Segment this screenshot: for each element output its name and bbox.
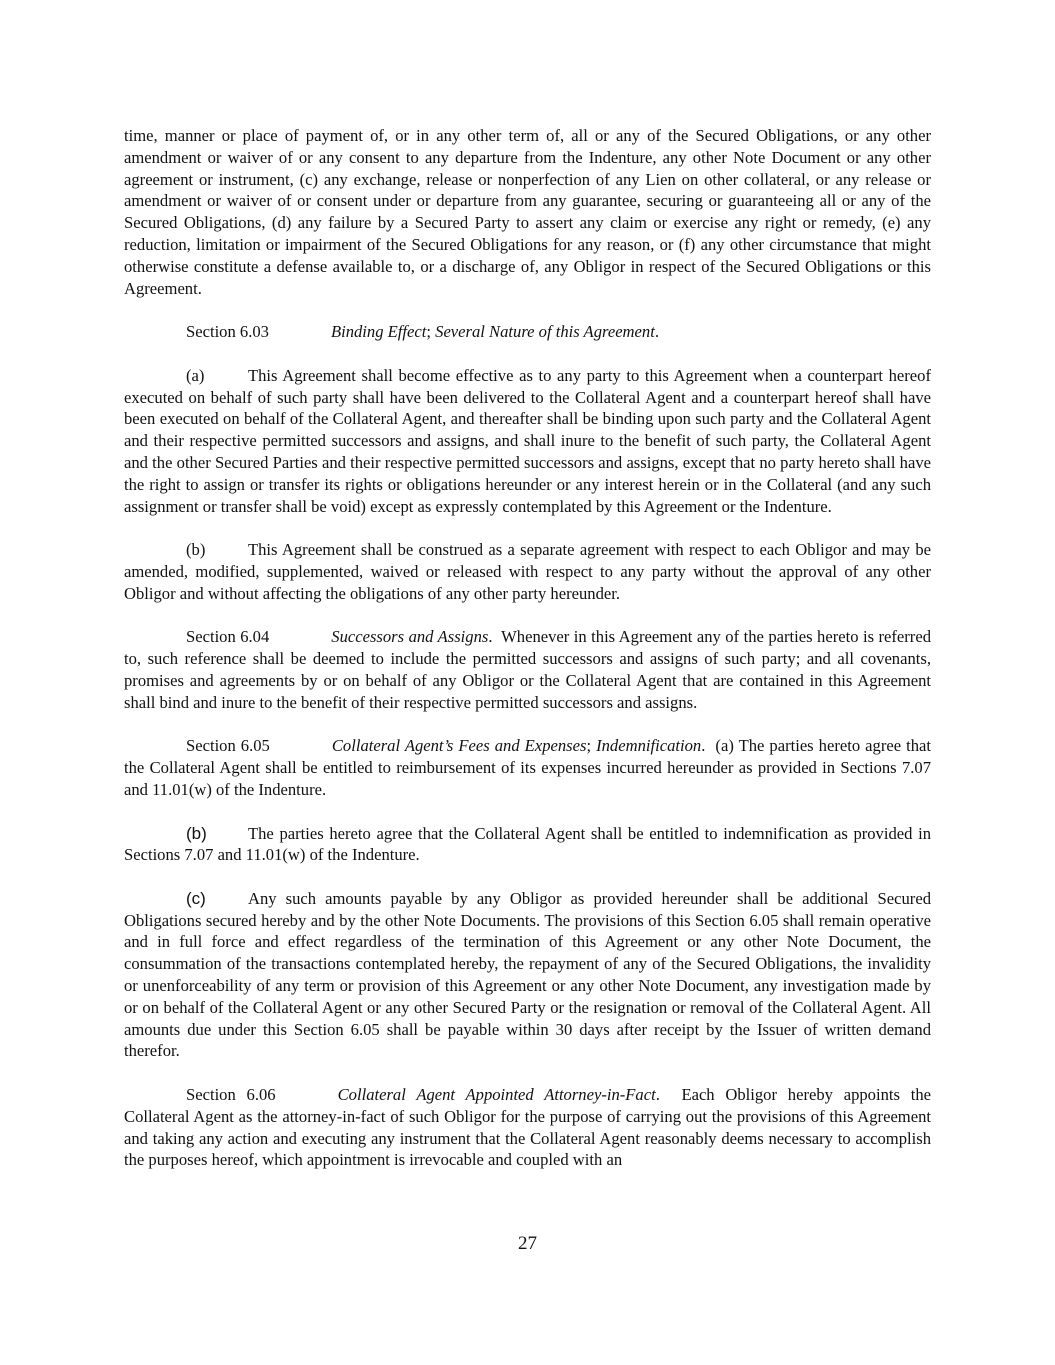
section-number: Section 6.04 (186, 627, 270, 647)
section-title: Binding Effect (330, 322, 427, 342)
section-title: Successors and Assigns (331, 627, 489, 647)
section-title: Collateral Agent Appointed Attorney-in-Fact (337, 1085, 656, 1105)
section-6-03-a (124, 365, 931, 518)
clause-label: (a) (186, 365, 205, 385)
section-number: Section 6.06 (186, 1085, 276, 1105)
section-6-05-c (124, 888, 931, 1062)
section-6-05-b (124, 823, 931, 867)
section-number: Section 6.05 (186, 736, 270, 756)
section-text: (a) The parties hereto agree that the Collateral Agent shall be entitled to reimbursement of its expenses incurred hereunder as provided in Sections 7.07 and 11.01(w) of the Indenture. (124, 736, 932, 799)
page-number: 27 (518, 1233, 537, 1254)
section-number: Section 6.03 (186, 322, 269, 342)
section-6-03-heading: Section 6.03 Binding Effect; Several Nature of this Agreement. (186, 322, 659, 342)
clause-text: Any such amounts payable by any Obligor as provided hereunder shall be additional Secured Obligations secured hereby and by the other Note Documents. The provisions of this Section 6.05 shall remain operative and in full force and effect regardless of the termination of this Agreement or any other Note Document, the consummation of the transactions contemplated hereby, the repayment of any of the Secured Obligations, the invalidity or unenforceability of any term or provision of this Agreement or any other Note Document, any investigation made by or on behalf of the Collateral Agent or any other Secured Party or the resignation or removal of the Collateral Agent. All amounts due under this Section 6.05 shall be payable within 30 days after receipt by the Issuer of written demand therefor. (124, 888, 931, 1061)
clause-text: The parties hereto agree that the Collateral Agent shall be entitled to indemnification as provided in Sections 7.07 and 11.01(w) of the Indenture. (124, 823, 931, 865)
document-page (124, 125, 931, 1193)
clause-label: (b) (186, 823, 207, 843)
clause-label: (b) (186, 540, 206, 560)
paragraph-continuation: time, manner or place of payment of, or in any other term of, all or any of the Secured Obligations, or any other amendment or waiver of or any consent to any departure from the Indenture, any other Note Document or any other agreement or instrument, (c) any exchange, release or nonperfection of any Lien on other collateral, or any release or amendment or waiver of or consent under or departure from any guarantee, securing or guaranteeing all or any of the Secured Obligations, (d) any failure by a Secured Party to assert any claim or exercise any right or remedy, (e) any reduction, limitation or impairment of the Secured Obligations for any reason, or (f) any other circumstance that might otherwise constitute a defense available to, or a discharge of, any Obligor in respect of the Secured Obligations or this Agreement. (124, 126, 931, 298)
clause-text: This Agreement shall be construed as a separate agreement with respect to each Obligor and may be amended, modified, supplemented, waived or released with respect to any party without the approval of any other Obligor and without affecting the obligations of any other party hereunder. (124, 540, 931, 603)
section-title: Collateral Agent’s Fees and Expenses (331, 736, 587, 756)
section-text: Each Obligor hereby appoints the Collateral Agent as the attorney-in-fact of such Obligor for the purpose of carrying out the provisions of this Agreement and taking any action and executing any instrument that the Collateral Agent reasonably deems necessary to accomplish the purposes hereof, which appointment is irrevocable and coupled with an (124, 1085, 932, 1170)
section-title: Several Nature of this Agreement (435, 322, 655, 342)
section-text: Whenever in this Agreement any of the parties hereto is referred to, such reference shall be deemed to include the permitted successors and assigns of such party; and all covenants, promises and agreements by or on behalf of any Obligor or the Collateral Agent that are contained in this Agreement shall bind and inure to the benefit of their respective permitted successors and assigns. (124, 627, 931, 712)
section-6-04: Section 6.04 Successors and Assigns. Whenever in this Agreement any of the parties hereto is referred to, such reference shall be deemed to include the permitted successors and assigns of such party; and all covenants, promises and agreements by or on behalf of any Obligor or the Collateral Agent that are contained in this Agreement shall bind and inure to the benefit of their respective permitted successors and assigns. (124, 627, 931, 712)
section-6-06: Section 6.06 Collateral Agent Appointed Attorney-in-Fact. Each Obligor hereby appoints the Collateral Agent as the attorney-in-fact of such Obligor for the purpose of carrying out the provisions of this Agreement and taking any action and executing any instrument that the Collateral Agent reasonably deems necessary to accomplish the purposes hereof, which appointment is irrevocable and coupled with an (124, 1085, 932, 1170)
section-title: Indemnification (596, 736, 702, 756)
section-6-05: Section 6.05 Collateral Agent’s Fees and Expenses; Indemnification. (a) The parties hereto agree that the Collateral Agent shall be entitled to reimbursement of its expenses incurred hereunder as provided in Sections 7.07 and 11.01(w) of the Indenture. (124, 736, 932, 799)
clause-label: (c) (186, 888, 206, 908)
clause-text: This Agreement shall become effective as to any party to this Agreement when a counterpart hereof executed on behalf of such party shall have been delivered to the Collateral Agent and a counterpart hereof shall have been executed on behalf of the Collateral Agent, and thereafter shall be binding upon such party and the Collateral Agent and their respective permitted successors and assigns, and shall inure to the benefit of such party, the Collateral Agent and the other Secured Parties and their respective permitted successors and assigns, except that no party hereto shall have the right to assign or transfer its rights or obligations hereunder or any interest herein or in the Collateral (and any such assignment or transfer shall be void) except as expressly contemplated by this Agreement or the Indenture. (124, 365, 931, 516)
section-6-03-b (124, 539, 931, 604)
